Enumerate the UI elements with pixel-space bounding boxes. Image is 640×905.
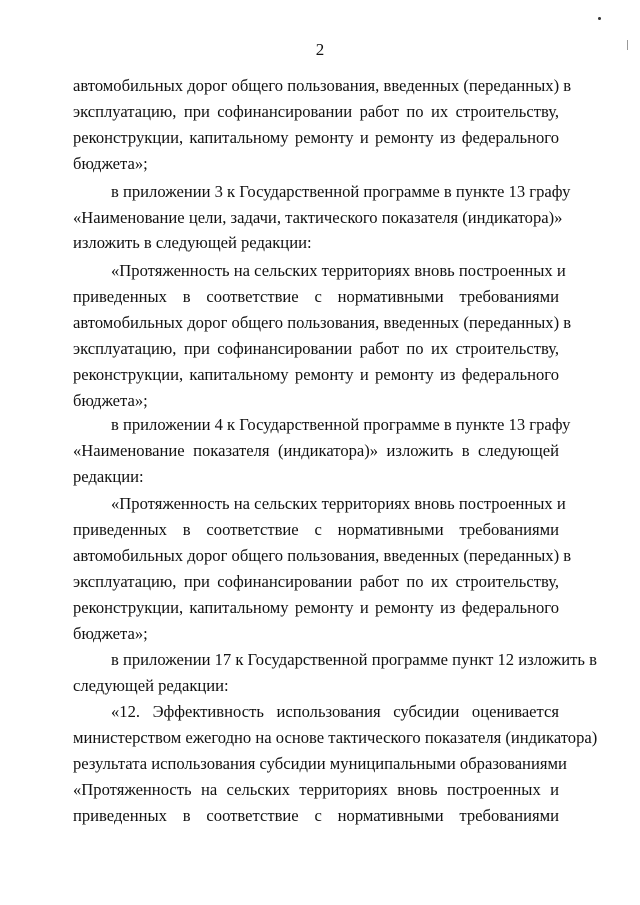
text-line: бюджета»; [73,391,148,410]
text-line: эксплуатацию, при софинансировании работ по их строительству, [73,102,559,121]
text-line: приведенных в соответствие с нормативными требованиями [73,806,559,825]
text-line: «Протяженность на сельских территориях вновь построенных и [73,780,559,799]
text-line: реконструкции, капитальному ремонту и ремонту из федерального [73,598,559,617]
text-line: реконструкции, капитальному ремонту и ремонту из федерального [73,128,559,147]
text-line: редакции: [73,467,144,486]
text-line: приведенных в соответствие с нормативными требованиями [73,287,559,306]
text-line: бюджета»; [73,624,148,643]
text-line: «12. Эффективность использования субсидии оценивается [111,702,559,721]
text-line: «Протяженность на сельских территориях вновь построенных и [111,261,566,280]
text-line: министерством ежегодно на основе тактического показателя (индикатора) [73,728,598,747]
text-line: следующей редакции: [73,676,229,695]
text-line: автомобильных дорог общего пользования, введенных (переданных) в [73,76,572,95]
scan-speck [598,17,601,20]
text-line: «Наименование показателя (индикатора)» изложить в следующей [73,441,559,460]
text-line: приведенных в соответствие с нормативными требованиями [73,520,559,539]
text-line: автомобильных дорог общего пользования, введенных (переданных) в [73,546,572,565]
text-line: «Наименование цели, задачи, тактического показателя (индикатора)» [73,208,563,227]
text-line: «Протяженность на сельских территориях вновь построенных и [111,494,566,513]
text-line: эксплуатацию, при софинансировании работ по их строительству, [73,339,559,358]
text-line: в приложении 17 к Государственной программе пункт 12 изложить в [111,650,597,669]
text-line: изложить в следующей редакции: [73,233,312,252]
text-line: эксплуатацию, при софинансировании работ по их строительству, [73,572,559,591]
text-line: автомобильных дорог общего пользования, введенных (переданных) в [73,313,572,332]
page-number: 2 [315,40,325,59]
text-line: в приложении 4 к Государственной программе в пункте 13 графу [111,415,571,434]
text-line: в приложении 3 к Государственной программе в пункте 13 графу [111,182,571,201]
text-line: реконструкции, капитальному ремонту и ремонту из федерального [73,365,559,384]
text-line: бюджета»; [73,154,148,173]
text-line: результата использования субсидии муниципальными образованиями [73,754,567,773]
